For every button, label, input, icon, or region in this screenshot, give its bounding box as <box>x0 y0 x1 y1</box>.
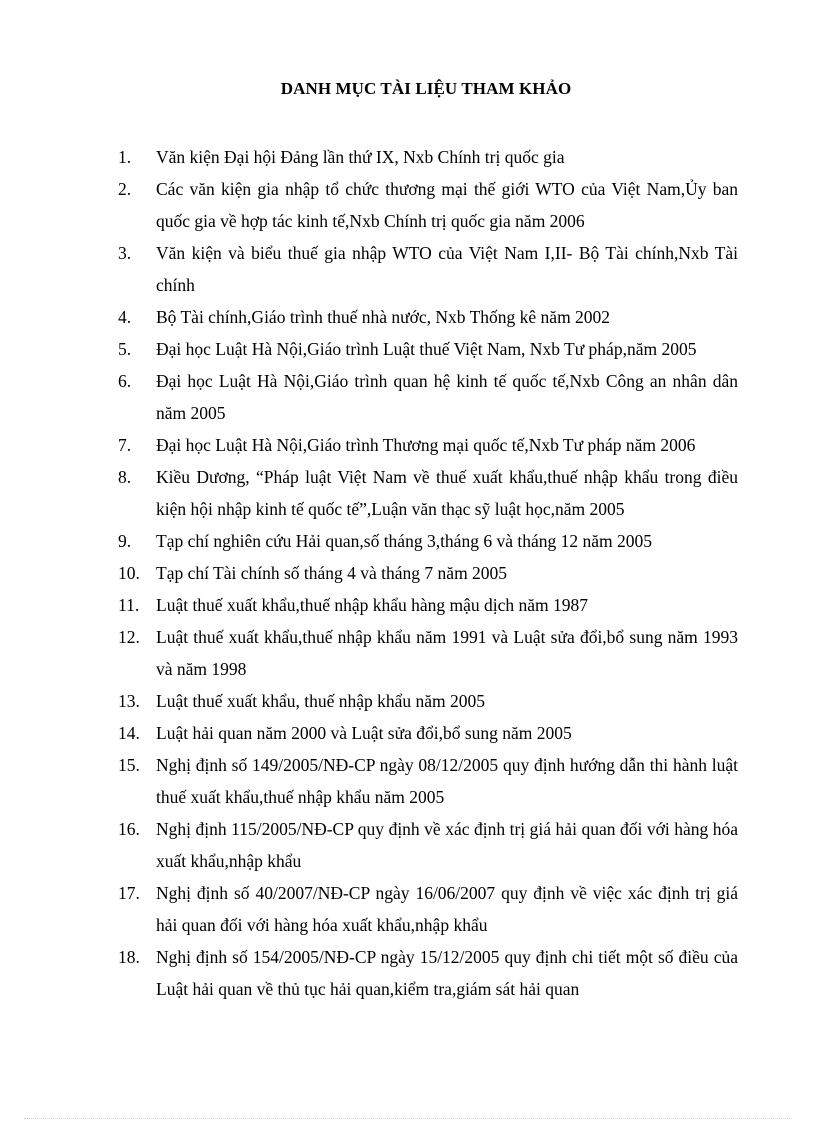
reference-text: Văn kiện và biểu thuế gia nhập WTO của Việt Nam I,II- Bộ Tài chính,Nxb Tài chính <box>156 243 738 295</box>
reference-item <box>118 333 738 365</box>
reference-text: Đại học Luật Hà Nội,Giáo trình Thương mại quốc tế,Nxb Tư pháp năm 2006 <box>156 435 696 455</box>
reference-number: 4. <box>118 307 132 327</box>
reference-item <box>118 813 738 877</box>
page-title: DANH MỤC TÀI LIỆU THAM KHẢO <box>280 79 572 98</box>
reference-item <box>118 557 738 589</box>
reference-text: Nghị định số 40/2007/NĐ-CP ngày 16/06/2007 quy định về việc xác định trị giá hải quan đối với hàng hóa xuất khẩu,nhập khẩu <box>156 883 738 935</box>
reference-item <box>118 621 738 685</box>
reference-item <box>118 237 738 301</box>
reference-text: Nghị định số 149/2005/NĐ-CP ngày 08/12/2005 quy định hướng dẫn thi hành luật thuế xuất khẩu,thuế nhập khẩu năm 2005 <box>156 755 738 807</box>
reference-item <box>118 717 738 749</box>
reference-item <box>118 941 738 1005</box>
reference-text: Tạp chí nghiên cứu Hải quan,số tháng 3,tháng 6 và tháng 12 năm 2005 <box>156 531 652 551</box>
reference-text: Luật hải quan năm 2000 và Luật sửa đổi,bổ sung năm 2005 <box>156 723 572 743</box>
reference-text: Nghị định số 154/2005/NĐ-CP ngày 15/12/2005 quy định chi tiết một số điều của Luật hải quan về thủ tục hải quan,kiểm tra,giám sát hải quan <box>156 947 738 999</box>
reference-number: 3. <box>118 243 132 263</box>
reference-number: 5. <box>118 339 132 359</box>
reference-item <box>118 877 738 941</box>
reference-item <box>118 429 738 461</box>
reference-number: 2. <box>118 179 132 199</box>
reference-text: Tạp chí Tài chính số tháng 4 và tháng 7 năm 2005 <box>156 563 508 583</box>
reference-number: 13. <box>118 691 140 711</box>
reference-number: 15. <box>118 755 140 775</box>
reference-item <box>118 141 738 173</box>
reference-text: Nghị định 115/2005/NĐ-CP quy định về xác định trị giá hải quan đối với hàng hóa xuất khẩu,nhập khẩu <box>156 819 738 871</box>
reference-number: 6. <box>118 371 132 391</box>
page-bottom-divider <box>24 1118 792 1119</box>
reference-number: 16. <box>118 819 140 839</box>
reference-number: 14. <box>118 723 140 743</box>
reference-item <box>118 365 738 429</box>
reference-number: 12. <box>118 627 140 647</box>
reference-item <box>118 301 738 333</box>
reference-item <box>118 525 738 557</box>
reference-item <box>118 173 738 237</box>
reference-list <box>118 141 738 1005</box>
reference-text: Luật thuế xuất khẩu,thuế nhập khẩu năm 1991 và Luật sửa đổi,bổ sung năm 1993 và năm 1998 <box>156 627 738 679</box>
reference-text: Đại học Luật Hà Nội,Giáo trình Luật thuế Việt Nam, Nxb Tư pháp,năm 2005 <box>156 339 697 359</box>
reference-text: Luật thuế xuất khẩu,thuế nhập khẩu hàng mậu dịch năm 1987 <box>156 595 589 615</box>
reference-item <box>118 589 738 621</box>
reference-number: 18. <box>118 947 140 967</box>
reference-number: 1. <box>118 147 132 167</box>
reference-number: 17. <box>118 883 140 903</box>
reference-text: Bộ Tài chính,Giáo trình thuế nhà nước, Nxb Thống kê năm 2002 <box>156 307 611 327</box>
reference-number: 9. <box>118 531 132 551</box>
reference-item <box>118 461 738 525</box>
reference-text: Kiều Dương, “Pháp luật Việt Nam về thuế xuất khẩu,thuế nhập khẩu trong điều kiện hội nhập kinh tế quốc tế”,Luận văn thạc sỹ luật học,năm 2005 <box>156 467 738 519</box>
reference-text: Văn kiện Đại hội Đảng lần thứ IX, Nxb Chính trị quốc gia <box>156 147 565 167</box>
reference-text: Đại học Luật Hà Nội,Giáo trình quan hệ kinh tế quốc tế,Nxb Công an nhân dân năm 2005 <box>156 371 738 423</box>
reference-text: Luật thuế xuất khẩu, thuế nhập khẩu năm 2005 <box>156 691 486 711</box>
reference-text: Các văn kiện gia nhập tổ chức thương mại thế giới WTO của Việt Nam,Ủy ban quốc gia về hợp tác kinh tế,Nxb Chính trị quốc gia năm 2006 <box>156 179 738 231</box>
reference-number: 8. <box>118 467 132 487</box>
reference-item <box>118 749 738 813</box>
reference-number: 10. <box>118 563 140 583</box>
reference-number: 7. <box>118 435 132 455</box>
reference-item <box>118 685 738 717</box>
reference-number: 11. <box>118 595 140 615</box>
